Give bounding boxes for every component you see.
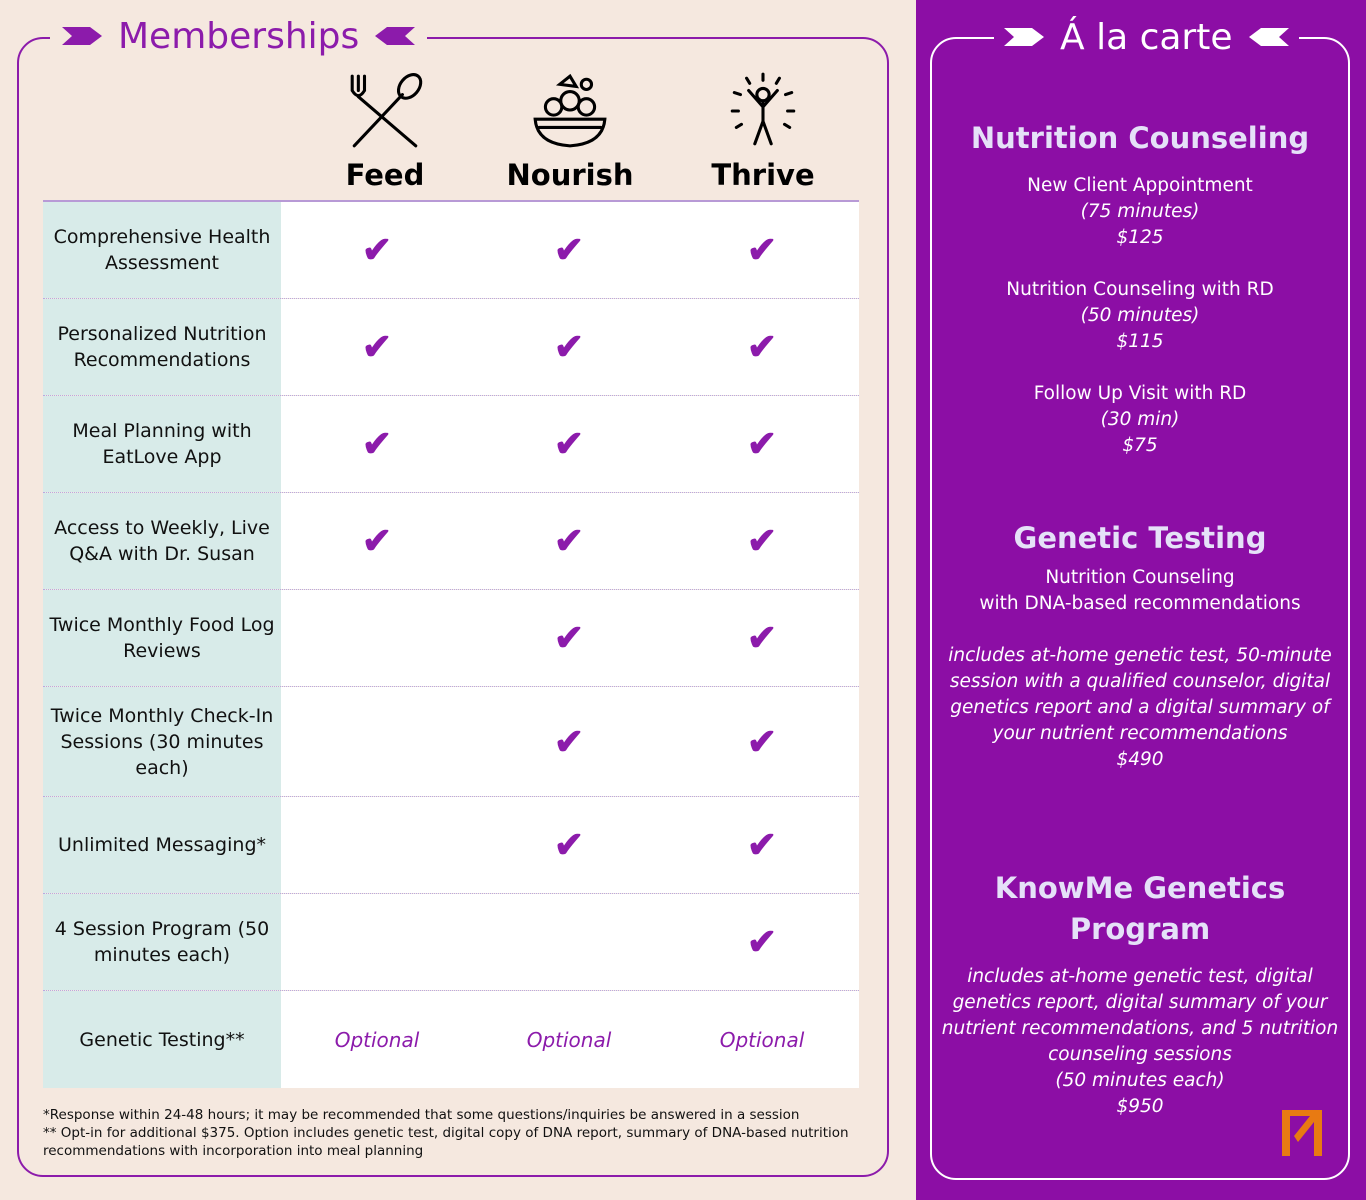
column-thrive [668, 70, 858, 192]
check-icon: ✔ [553, 229, 585, 270]
check-icon: ✔ [746, 326, 778, 367]
feature-label: 4 Session Program (50 minutes each) [43, 894, 281, 990]
check-icon: ✔ [361, 229, 393, 270]
check-icon: ✔ [553, 423, 585, 464]
footnote-response: *Response within 24-48 hours; it may be recommended that some questions/inquiries be answered in a session [43, 1107, 800, 1123]
empty-cell [317, 797, 437, 893]
feature-label: Comprehensive Health Assessment [43, 202, 281, 298]
service-description: includes at-home genetic test, 50-minute session with a qualified counselor, digital genetics report and a digital summary of your nutrient recommendations [948, 645, 1332, 744]
footnote-optin: ** Opt-in for additional $375. Option includes genetic test, digital copy of DNA report, summary of DNA-based nutrition recommendations with incorporation into meal planning [43, 1125, 849, 1159]
column-feed [290, 70, 480, 192]
celebrating-person-icon [722, 70, 804, 152]
service-duration: (75 minutes) [1080, 201, 1200, 222]
check-icon: ✔ [746, 720, 778, 762]
nutrition-counseling-section [940, 118, 1340, 459]
table-row [43, 396, 859, 493]
service-name: Nutrition Counseling [1045, 567, 1235, 588]
service-duration: (50 minutes) [1080, 305, 1200, 326]
empty-cell [317, 687, 437, 796]
service-price: $75 [1122, 435, 1158, 456]
check-icon: ✔ [361, 520, 393, 561]
section-heading: Nutrition Counseling [970, 121, 1310, 155]
chevron-right-icon [1004, 26, 1046, 48]
feature-label: Meal Planning with EatLove App [43, 396, 281, 492]
service-subtitle: with DNA-based recommendations [979, 593, 1301, 614]
footnotes [43, 1106, 863, 1160]
check-icon: ✔ [746, 824, 778, 865]
table-row [43, 894, 859, 991]
check-icon: ✔ [553, 520, 585, 561]
brand-logo-icon [1276, 1106, 1330, 1160]
service-description: includes at-home genetic test, digital genetics report, digital summary of your nutrient recommendations, and 5 nutrition counseling sessions [941, 966, 1339, 1065]
feature-label: Access to Weekly, Live Q&A with Dr. Susan [43, 493, 281, 589]
service-name: Nutrition Counseling with RD [1006, 279, 1274, 300]
table-row [43, 590, 859, 687]
salad-bowl-icon [529, 70, 611, 152]
optional-label: Optional [526, 1027, 612, 1052]
memberships-title-group [50, 14, 427, 58]
service-name: New Client Appointment [1027, 175, 1253, 196]
check-icon: ✔ [553, 824, 585, 865]
membership-table [43, 202, 859, 1088]
alacarte-title: Á la carte [1060, 16, 1233, 58]
check-icon: ✔ [553, 326, 585, 367]
service-price: $115 [1116, 331, 1164, 352]
check-icon: ✔ [746, 520, 778, 561]
section-heading: Genetic Testing [1013, 521, 1267, 555]
feature-label: Personalized Nutrition Recommendations [43, 299, 281, 395]
table-row [43, 493, 859, 590]
chevron-left-icon [1247, 26, 1289, 48]
chevron-left-icon [373, 25, 415, 47]
check-icon: ✔ [746, 229, 778, 270]
table-row [43, 991, 859, 1088]
memberships-title: Memberships [118, 15, 360, 57]
column-name-thrive: Thrive [711, 158, 815, 192]
optional-label: Optional [334, 1027, 420, 1052]
chevron-right-icon [62, 25, 104, 47]
section-heading: KnowMe Genetics Program [994, 871, 1286, 946]
check-icon: ✔ [746, 617, 778, 658]
column-nourish [475, 70, 665, 192]
check-icon: ✔ [746, 921, 778, 962]
service-price: $950 [1116, 1096, 1164, 1117]
table-row [43, 797, 859, 894]
table-row [43, 687, 859, 797]
fork-spoon-icon [344, 70, 426, 152]
column-name-feed: Feed [345, 158, 425, 192]
check-icon: ✔ [553, 617, 585, 658]
service-duration: (50 minutes each) [1055, 1070, 1225, 1091]
alacarte-title-group [994, 14, 1299, 60]
check-icon: ✔ [746, 423, 778, 464]
column-name-nourish: Nourish [506, 158, 634, 192]
feature-label: Twice Monthly Check-In Sessions (30 minutes each) [43, 687, 281, 796]
genetic-testing-section [940, 518, 1340, 773]
empty-cell [317, 590, 437, 686]
feature-label: Unlimited Messaging* [43, 797, 281, 893]
check-icon: ✔ [553, 720, 585, 762]
knowme-program-section [940, 868, 1340, 1120]
check-icon: ✔ [361, 326, 393, 367]
check-icon: ✔ [361, 423, 393, 464]
empty-cell [509, 894, 629, 990]
optional-label: Optional [719, 1027, 805, 1052]
service-duration: (30 min) [1100, 409, 1180, 430]
service-name: Follow Up Visit with RD [1033, 383, 1247, 404]
feature-label: Genetic Testing** [43, 991, 281, 1088]
table-row [43, 202, 859, 299]
empty-cell [317, 894, 437, 990]
service-price: $490 [1116, 749, 1164, 770]
service-price: $125 [1116, 227, 1164, 248]
table-row [43, 299, 859, 396]
feature-label: Twice Monthly Food Log Reviews [43, 590, 281, 686]
